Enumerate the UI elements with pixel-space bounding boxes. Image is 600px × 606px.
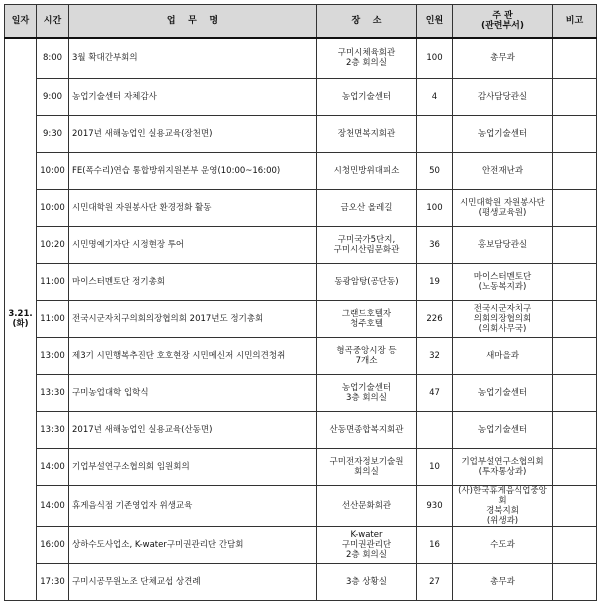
table-row xyxy=(5,485,597,526)
count-cell xyxy=(417,411,453,448)
task-cell: 시민대학원 자원봉사단 환경정화 활동 xyxy=(69,189,317,226)
header-place: 장 소 xyxy=(317,5,417,39)
table-row xyxy=(5,411,597,448)
time-cell: 10:20 xyxy=(37,226,69,263)
place-cell: 금오산 올레길 xyxy=(317,189,417,226)
time-cell: 8:00 xyxy=(37,38,69,78)
dept-cell: 감사담당관실 xyxy=(453,78,553,115)
dept-cell: 새마을과 xyxy=(453,337,553,374)
header-dept: 주 관 (관련부서) xyxy=(453,5,553,39)
time-cell: 10:00 xyxy=(37,189,69,226)
count-cell: 100 xyxy=(417,38,453,78)
dept-cell: 총무과 xyxy=(453,38,553,78)
note-cell xyxy=(553,448,597,485)
note-cell xyxy=(553,300,597,337)
note-cell xyxy=(553,189,597,226)
date-cell: 3.21. (화) xyxy=(5,38,37,600)
task-cell: 2017년 새해농업인 실용교육(산동면) xyxy=(69,411,317,448)
place-cell: 선산문화회관 xyxy=(317,485,417,526)
task-cell: 마이스터멘토단 정기총회 xyxy=(69,263,317,300)
count-cell: 4 xyxy=(417,78,453,115)
count-cell: 47 xyxy=(417,374,453,411)
dept-cell: 농업기술센터 xyxy=(453,411,553,448)
time-cell: 14:00 xyxy=(37,448,69,485)
header-task: 업 무 명 xyxy=(69,5,317,39)
note-cell xyxy=(553,374,597,411)
place-cell: 동광암탕(공단동) xyxy=(317,263,417,300)
note-cell xyxy=(553,411,597,448)
place-cell: 장천면복지회관 xyxy=(317,115,417,152)
header-row xyxy=(5,5,597,39)
table-row xyxy=(5,337,597,374)
count-cell: 36 xyxy=(417,226,453,263)
time-cell: 14:00 xyxy=(37,485,69,526)
place-cell: 산동면종합복지회관 xyxy=(317,411,417,448)
count-cell: 930 xyxy=(417,485,453,526)
count-cell: 27 xyxy=(417,563,453,600)
count-cell: 100 xyxy=(417,189,453,226)
note-cell xyxy=(553,263,597,300)
table-row xyxy=(5,152,597,189)
task-cell: 상하수도사업소, K-water구미권관리단 간담회 xyxy=(69,526,317,563)
table-row xyxy=(5,374,597,411)
place-cell: 농업기술센터 3층 회의실 xyxy=(317,374,417,411)
place-cell: 3층 상황실 xyxy=(317,563,417,600)
task-cell: 구미농업대학 입학식 xyxy=(69,374,317,411)
table-row xyxy=(5,563,597,600)
table-row xyxy=(5,115,597,152)
time-cell: 9:00 xyxy=(37,78,69,115)
table-row xyxy=(5,38,597,78)
dept-cell: 마이스터멘토단 (노동복지과) xyxy=(453,263,553,300)
time-cell: 10:00 xyxy=(37,152,69,189)
task-cell: 전국시군자치구의회의장협의회 2017년도 정기총회 xyxy=(69,300,317,337)
task-cell: 제3기 시민행복추진단 호호현장 시민메신저 시민의견청취 xyxy=(69,337,317,374)
task-cell: 구미시공무원노조 단체교섭 상견례 xyxy=(69,563,317,600)
table-row xyxy=(5,448,597,485)
note-cell xyxy=(553,337,597,374)
note-cell xyxy=(553,115,597,152)
place-cell: 시청민방위대피소 xyxy=(317,152,417,189)
dept-cell: 시민대학원 자원봉사단 (평생교육원) xyxy=(453,189,553,226)
task-cell: 휴게음식점 기존영업자 위생교육 xyxy=(69,485,317,526)
note-cell xyxy=(553,485,597,526)
dept-cell: 홍보담당관실 xyxy=(453,226,553,263)
task-cell: 시민명예기자단 시정현장 투어 xyxy=(69,226,317,263)
time-cell: 13:00 xyxy=(37,337,69,374)
task-cell: 기업부설연구소협의회 임원회의 xyxy=(69,448,317,485)
count-cell: 226 xyxy=(417,300,453,337)
count-cell: 16 xyxy=(417,526,453,563)
count-cell: 10 xyxy=(417,448,453,485)
count-cell: 19 xyxy=(417,263,453,300)
note-cell xyxy=(553,563,597,600)
note-cell xyxy=(553,152,597,189)
task-cell: 농업기술센터 자체감사 xyxy=(69,78,317,115)
task-cell: FE(폭수리)연습 통합방위지원본부 운영(10:00~16:00) xyxy=(69,152,317,189)
table-row xyxy=(5,78,597,115)
time-cell: 13:30 xyxy=(37,411,69,448)
header-date: 일자 xyxy=(5,5,37,39)
time-cell: 11:00 xyxy=(37,263,69,300)
time-cell: 11:00 xyxy=(37,300,69,337)
place-cell: 농업기술센터 xyxy=(317,78,417,115)
note-cell xyxy=(553,38,597,78)
place-cell: 구미시체육회관 2층 회의실 xyxy=(317,38,417,78)
count-cell xyxy=(417,115,453,152)
dept-cell: 총무과 xyxy=(453,563,553,600)
dept-cell: 전국시군자치구 의회의장협의회 (의회사무국) xyxy=(453,300,553,337)
count-cell: 50 xyxy=(417,152,453,189)
dept-cell: 안전재난과 xyxy=(453,152,553,189)
dept-cell: 농업기술센터 xyxy=(453,374,553,411)
table-row xyxy=(5,526,597,563)
table-row xyxy=(5,300,597,337)
place-cell: 구미국가5단지, 구미시산림문화관 xyxy=(317,226,417,263)
place-cell: K-water 구미권관리단 2층 회의실 xyxy=(317,526,417,563)
table-row xyxy=(5,263,597,300)
schedule-table xyxy=(4,4,597,601)
note-cell xyxy=(553,226,597,263)
time-cell: 13:30 xyxy=(37,374,69,411)
table-row xyxy=(5,189,597,226)
table-row xyxy=(5,226,597,263)
dept-cell: 농업기술센터 xyxy=(453,115,553,152)
place-cell: 그랜드호텔자 청주호텔 xyxy=(317,300,417,337)
count-cell: 32 xyxy=(417,337,453,374)
header-note: 비고 xyxy=(553,5,597,39)
place-cell: 형곡중앙시장 등 7개소 xyxy=(317,337,417,374)
task-cell: 3월 확대간부회의 xyxy=(69,38,317,78)
note-cell xyxy=(553,78,597,115)
time-cell: 16:00 xyxy=(37,526,69,563)
task-cell: 2017년 새해농업인 실용교육(장천면) xyxy=(69,115,317,152)
dept-cell: 수도과 xyxy=(453,526,553,563)
note-cell xyxy=(553,526,597,563)
time-cell: 17:30 xyxy=(37,563,69,600)
time-cell: 9:30 xyxy=(37,115,69,152)
header-count: 인원 xyxy=(417,5,453,39)
place-cell: 구미전자정보기술원 회의실 xyxy=(317,448,417,485)
dept-cell: 기업부설연구소협의회 (투자통상과) xyxy=(453,448,553,485)
dept-cell: (사)한국휴게음식업중앙회 경북지회 (위생과) xyxy=(453,485,553,526)
header-time: 시간 xyxy=(37,5,69,39)
